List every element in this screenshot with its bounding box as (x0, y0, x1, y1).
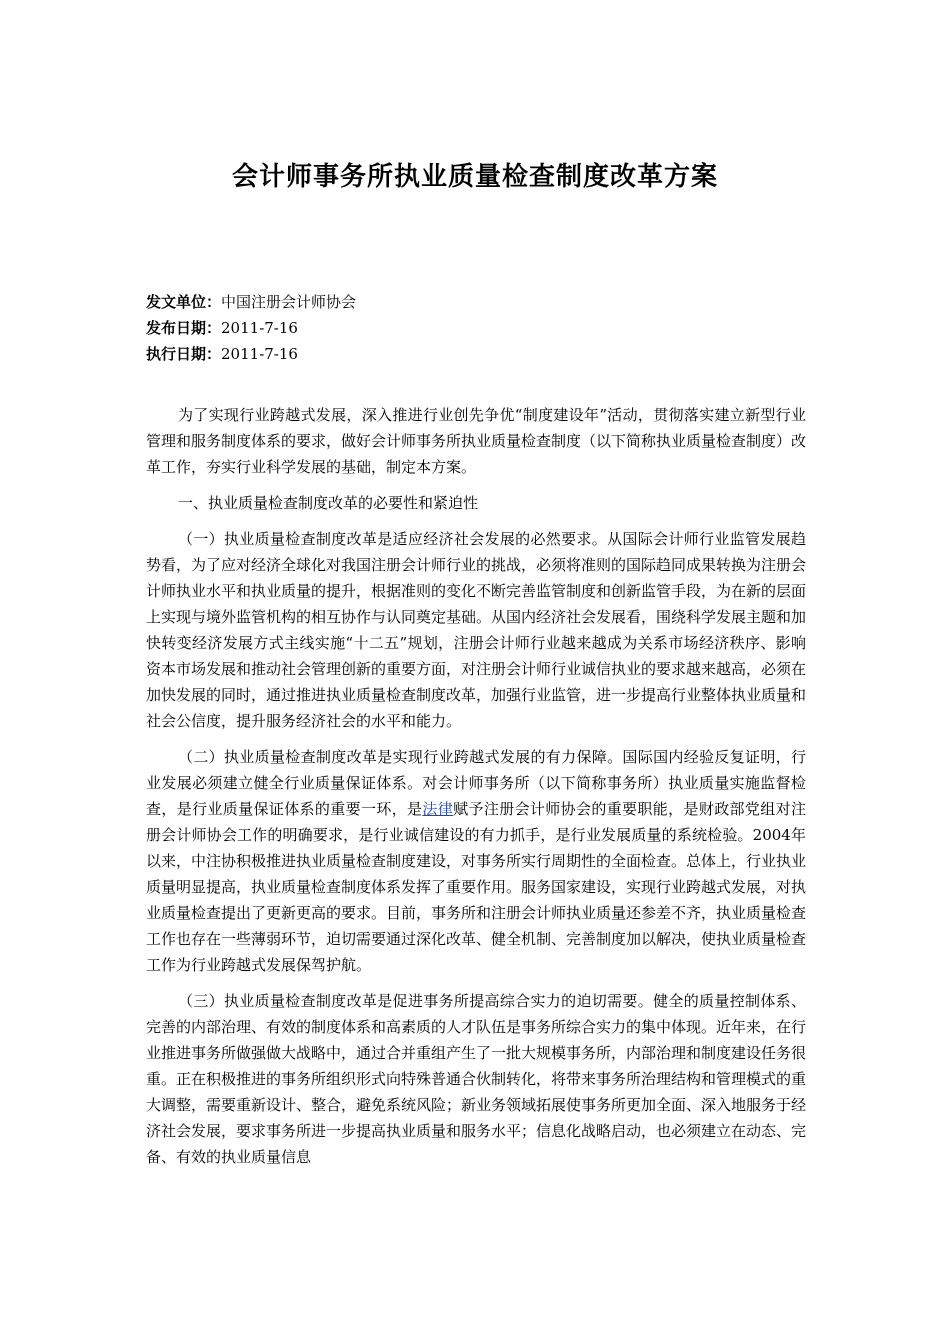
document-body (146, 402, 806, 1180)
publish-date-label: 发布日期： (146, 319, 222, 337)
paragraph-2-text-a: （二）执业质量检查制度改革是实现行业跨越式发展的有力保障。国际国内经验反复证明，行业发展必须建立健全行业质量保证体系。对会计师事务所（以下简称事务所）执业质量实施监督检查，是行业质量保证体系的重要一环，是 (146, 748, 806, 818)
effective-date-label: 执行日期： (146, 345, 222, 363)
paragraph-2 (146, 744, 806, 978)
issuer-row (146, 289, 356, 315)
document-meta (146, 289, 356, 367)
publish-date-value: 2011-7-16 (221, 319, 298, 337)
effective-date-row (146, 341, 356, 367)
paragraph-2-text-b: 赋予注册会计师协会的重要职能，是财政部党组对注册会计师协会工作的明确要求，是行业诚信建设的有力抓手，是行业发展质量的系统检验。2004年以来，中注协积极推进执业质量检查制度建设，对事务所实行周期性的全面检查。总体上，行业执业质量明显提高，执业质量检查制度体系发挥了重要作用。服务国家建设，实现行业跨越式发展，对执业质量检查提出了更新更高的要求。目前，事务所和注册会计师执业质量还参差不齐，执业质量检查工作也存在一些薄弱环节，迫切需要通过深化改革、健全机制、完善制度加以解决，使执业质量检查工作为行业跨越式发展保驾护航。 (146, 800, 807, 974)
section-heading: 一、执业质量检查制度改革的必要性和紧迫性 (178, 494, 479, 512)
paragraph-1: （一）执业质量检查制度改革是适应经济社会发展的必然要求。从国际会计师行业监管发展趋势看，为了应对经济全球化对我国注册会计师行业的挑战，必须将准则的国际趋同成果转换为注册会计师执业水平和执业质量的提升，根据准则的变化不断完善监管制度和创新监管手段，为在新的层面上实现与境外监管机构的相互协作与认同奠定基础。从国内经济社会发展看，围绕科学发展主题和加快转变经济发展方式主线实施“十二五”规划，注册会计师行业越来越成为关系市场经济秩序、影响资本市场发展和推动社会管理创新的重要方面，对注册会计师行业诚信执业的要求越来越高，必须在加快发展的同时，通过推进执业质量检查制度改革，加强行业监管，进一步提高行业整体执业质量和社会公信度，提升服务经济社会的水平和能力。 (146, 530, 807, 730)
publish-date-row (146, 315, 356, 341)
issuer-value: 中国注册会计师协会 (221, 293, 357, 311)
effective-date-value: 2011-7-16 (221, 345, 298, 363)
document-title: 会计师事务所执业质量检查制度改革方案 (231, 162, 718, 192)
law-link[interactable]: 法律 (422, 800, 454, 818)
issuer-label: 发文单位： (146, 293, 222, 311)
intro-paragraph: 为了实现行业跨越式发展，深入推进行业创先争优“制度建设年”活动，贯彻落实建立新型行业管理和服务制度体系的要求，做好会计师事务所执业质量检查制度（以下简称执业质量检查制度）改革工作，夯实行业科学发展的基础，制定本方案。 (146, 406, 807, 476)
paragraph-3: （三）执业质量检查制度改革是促进事务所提高综合实力的迫切需要。健全的质量控制体系、完善的内部治理、有效的制度体系和高素质的人才队伍是事务所综合实力的集中体现。近年来，在行业推进事务所做强做大战略中，通过合并重组产生了一批大规模事务所，内部治理和制度建设任务很重。正在积极推进的事务所组织形式向特殊普通合伙制转化，将带来事务所治理结构和管理模式的重大调整，需要重新设计、整合，避免系统风险；新业务领域拓展使事务所更加全面、深入地服务于经济社会发展，要求事务所进一步提高执业质量和服务水平；信息化战略启动，也必须建立在动态、完备、有效的执业质量信息 (146, 992, 807, 1166)
